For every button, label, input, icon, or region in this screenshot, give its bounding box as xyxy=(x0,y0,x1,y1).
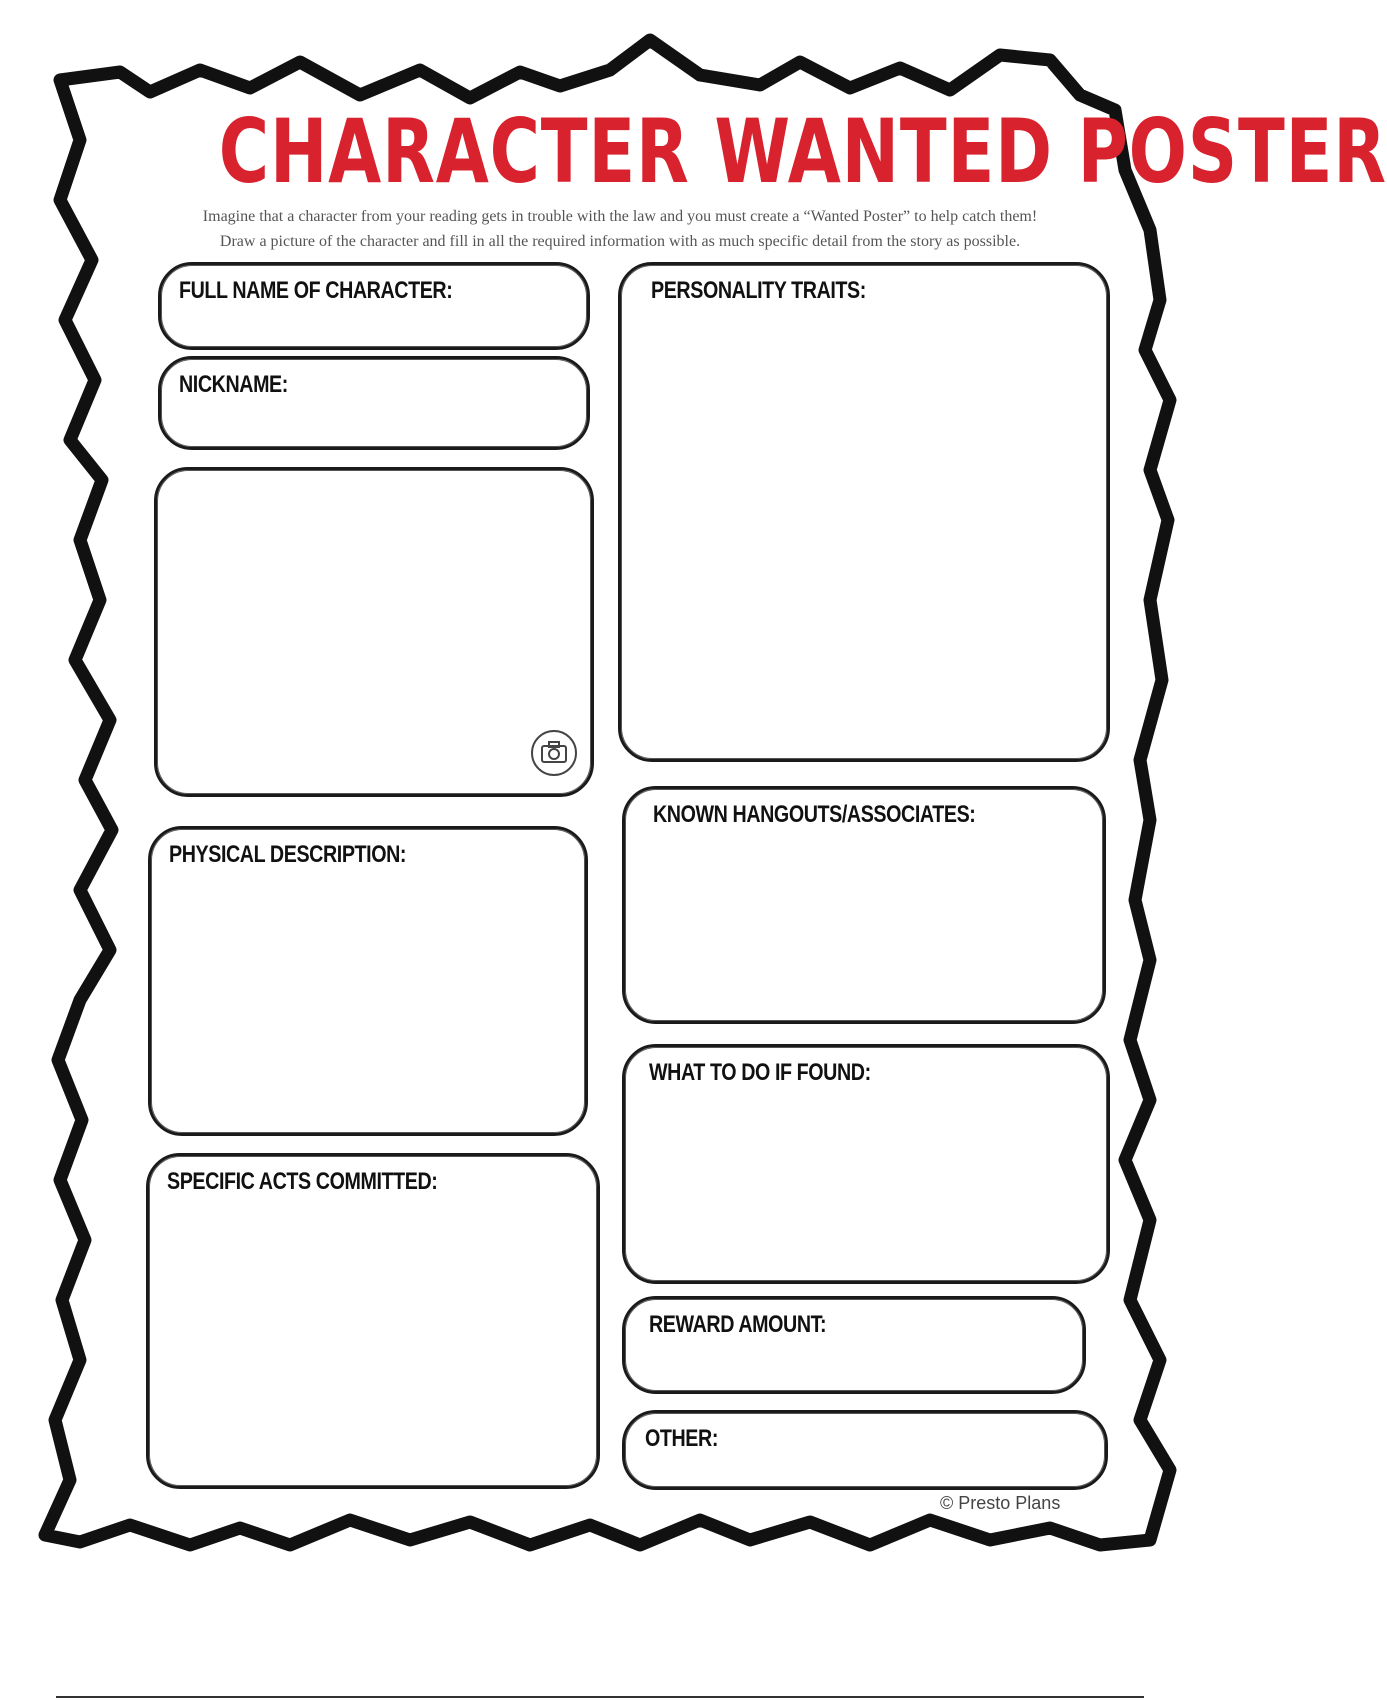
copyright-text: © Presto Plans xyxy=(940,1493,1061,1513)
character-picture-box[interactable] xyxy=(154,467,594,797)
other-label: OTHER: xyxy=(645,1425,718,1452)
physical-description-label: PHYSICAL DESCRIPTION: xyxy=(169,841,407,868)
physical-description-box[interactable] xyxy=(148,826,588,1136)
instructions-line-2: Draw a picture of the character and fill in all the required information with as much specific detail from the story as possible. xyxy=(219,233,1021,250)
what-to-do-label: WHAT TO DO IF FOUND: xyxy=(649,1059,871,1086)
nickname-box[interactable] xyxy=(158,356,590,450)
camera-icon xyxy=(531,730,577,776)
reward-amount-box[interactable] xyxy=(622,1296,1086,1394)
full-name-box[interactable] xyxy=(158,262,590,350)
specific-acts-box[interactable] xyxy=(146,1153,600,1489)
known-hangouts-label: KNOWN HANGOUTS/ASSOCIATES: xyxy=(653,801,976,828)
personality-traits-box[interactable] xyxy=(618,262,1110,762)
page-bottom-rule xyxy=(56,1696,1144,1698)
personality-traits-label: PERSONALITY TRAITS: xyxy=(651,277,866,304)
other-box[interactable] xyxy=(622,1410,1108,1490)
instructions-line-1: Imagine that a character from your reading gets in trouble with the law and you must create a “Wanted Poster” to help catch them! xyxy=(202,208,1038,225)
reward-amount-label: REWARD AMOUNT: xyxy=(649,1311,827,1338)
what-to-do-box[interactable] xyxy=(622,1044,1110,1284)
specific-acts-label: SPECIFIC ACTS COMMITTED: xyxy=(167,1168,438,1195)
nickname-label: NICKNAME: xyxy=(179,371,288,398)
poster-title: CHARACTER WANTED POSTER xyxy=(218,100,1387,203)
known-hangouts-box[interactable] xyxy=(622,786,1106,1024)
full-name-label: FULL NAME OF CHARACTER: xyxy=(179,277,453,304)
